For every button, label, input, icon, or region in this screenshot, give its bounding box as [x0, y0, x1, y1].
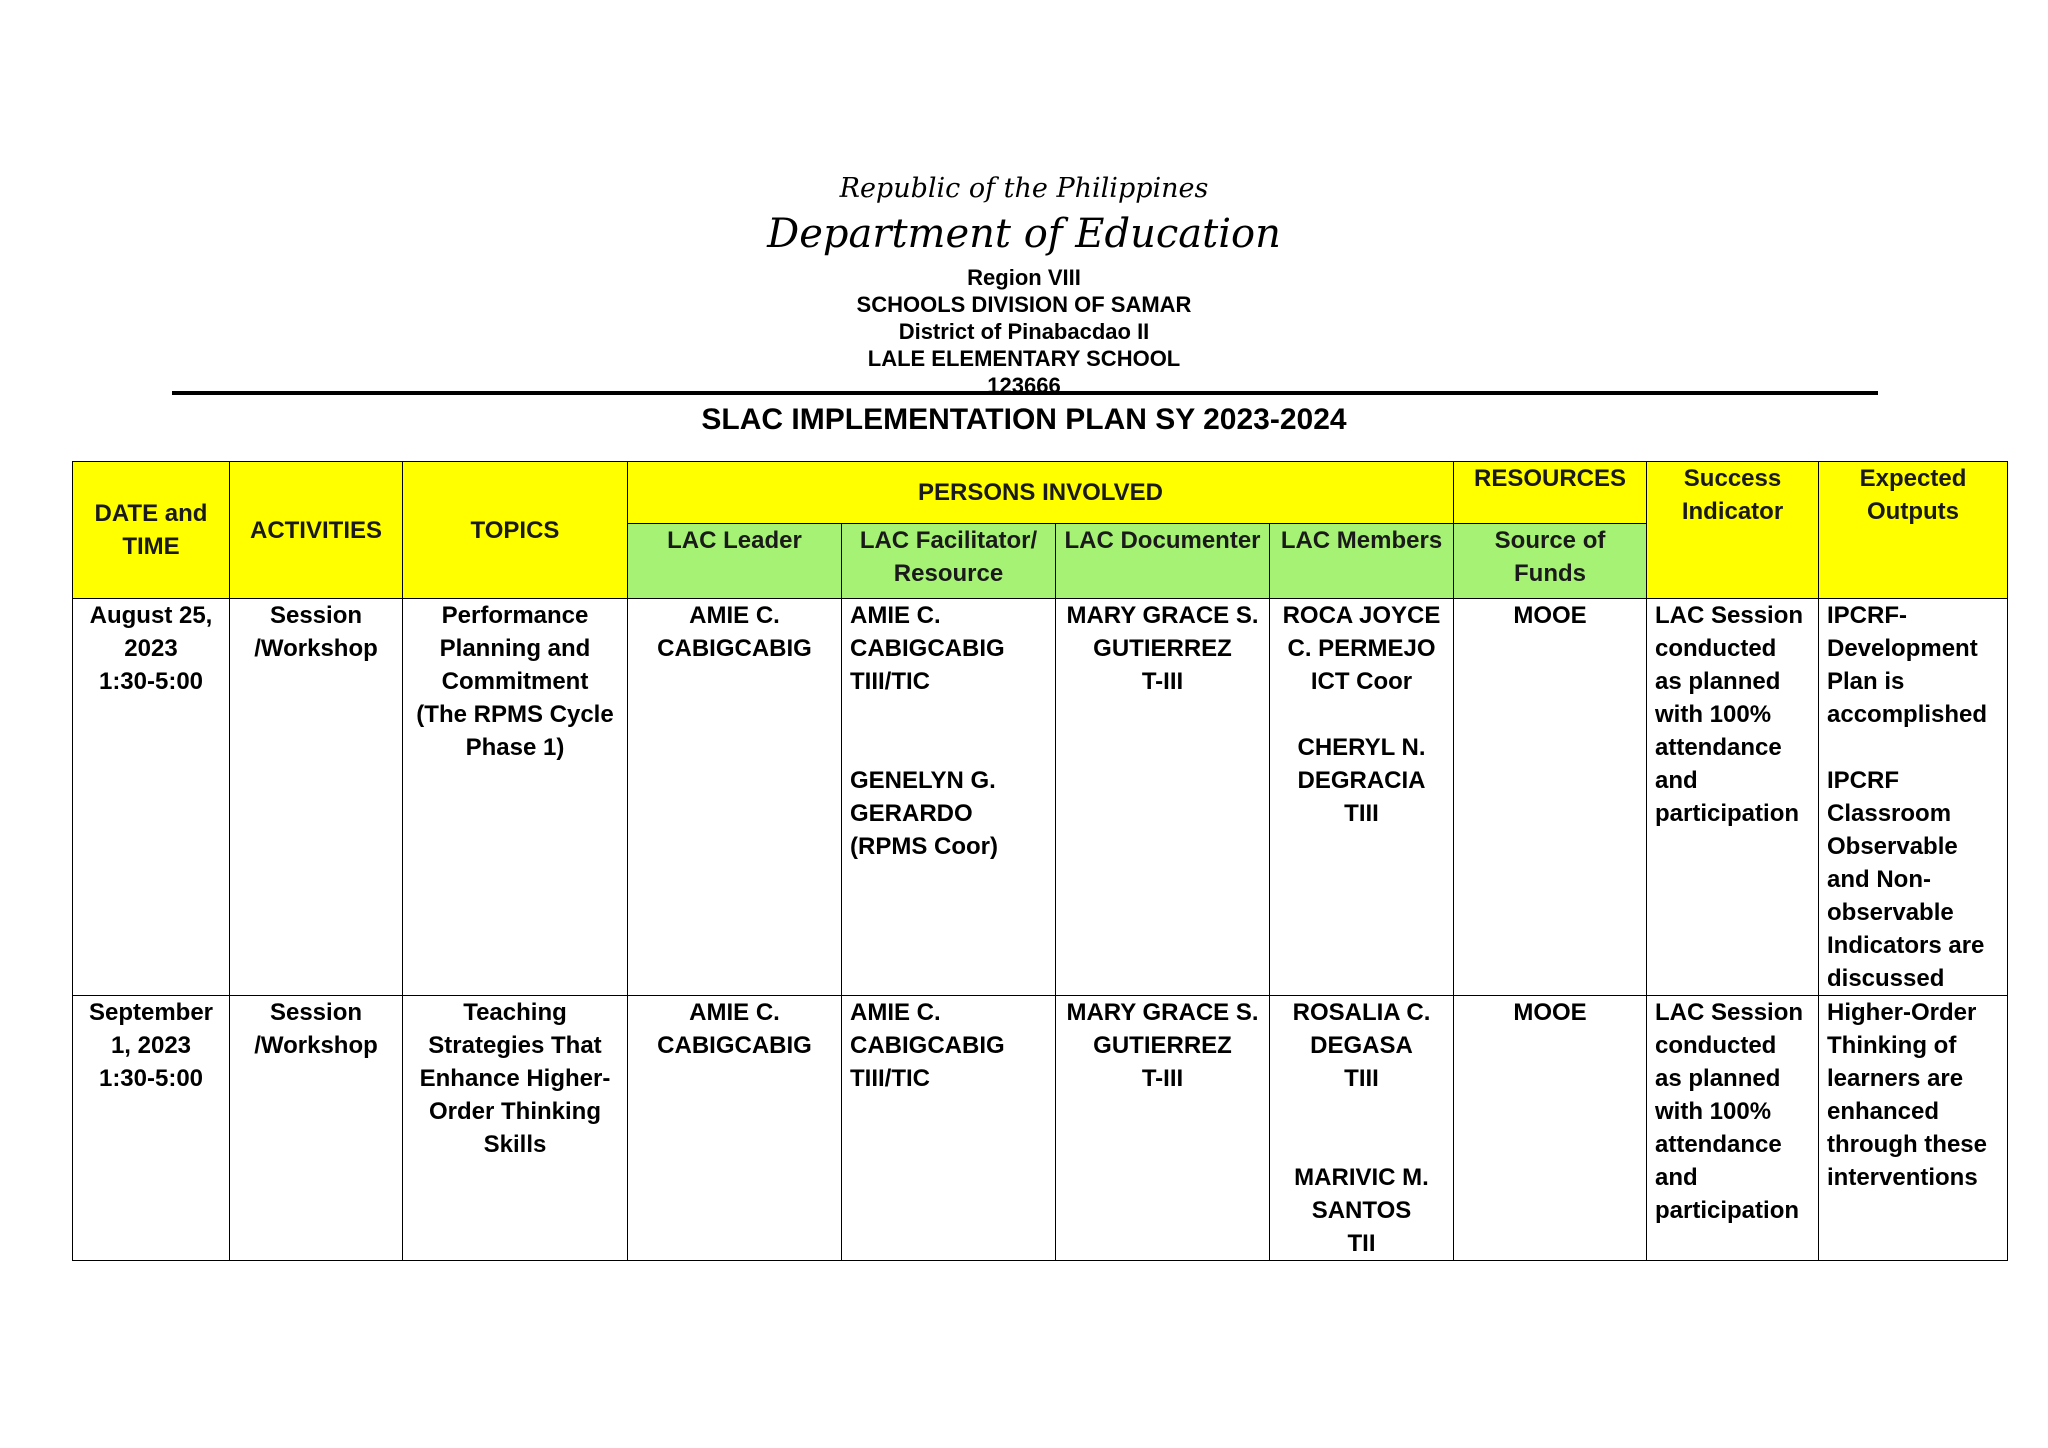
text-line: enhanced	[1827, 1098, 1940, 1125]
cell-expected-outputs	[1819, 599, 2008, 996]
text-line: Performance	[441, 602, 589, 629]
district-line: District of Pinabacdao II	[898, 319, 1150, 344]
text-line: and	[1655, 1164, 1698, 1191]
text-line: (The RPMS Cycle	[416, 701, 614, 728]
table-row	[73, 996, 2008, 1261]
letterhead-divider	[172, 391, 1878, 395]
text-line: TIII	[1344, 1065, 1379, 1092]
text-line: with 100%	[1655, 1098, 1772, 1125]
letterhead	[0, 170, 2048, 399]
text-line: GERARDO	[850, 800, 973, 827]
text-line: GUTIERREZ	[1093, 635, 1232, 662]
text-line: discussed	[1827, 965, 1945, 992]
text-line: MOOE	[1513, 999, 1587, 1026]
text-line: August 25,	[89, 602, 213, 629]
text-line: observable	[1827, 899, 1954, 926]
cell-activity	[230, 599, 403, 996]
text-line: T-III	[1141, 1065, 1184, 1092]
text-line: AMIE C.	[850, 999, 941, 1026]
text-line: LAC Session	[1655, 999, 1804, 1026]
text-line: TIII/TIC	[850, 1065, 930, 1092]
text-line: MOOE	[1513, 602, 1587, 629]
spacer	[1278, 698, 1445, 731]
header-lac-facilitator: LAC Facilitator/ Resource	[842, 524, 1056, 599]
text-line: TII	[1347, 1230, 1376, 1257]
text-line: attendance	[1655, 1131, 1782, 1158]
spacer	[1827, 731, 1999, 764]
text-line: CABIGCABIG	[850, 635, 1005, 662]
header-lac-members: LAC Members	[1270, 524, 1454, 599]
text-line: conducted	[1655, 635, 1777, 662]
text-line: T-III	[1141, 668, 1184, 695]
text-line: September	[88, 999, 214, 1026]
text-line: 2023	[124, 635, 178, 662]
cell-topic	[403, 996, 628, 1261]
text-line: CABIGCABIG	[657, 1032, 812, 1059]
text-line: 1, 2023	[110, 1032, 192, 1059]
header-lac-documenter: LAC Documenter	[1056, 524, 1270, 599]
text-line: attendance	[1655, 734, 1782, 761]
text-line: IPCRF-	[1827, 602, 1907, 629]
text-line: GENELYN G.	[850, 767, 996, 794]
text-line: Plan is	[1827, 668, 1905, 695]
text-line: CABIGCABIG	[850, 1032, 1005, 1059]
cell-expected-outputs	[1819, 996, 2008, 1261]
text-line: ROCA JOYCE	[1282, 602, 1441, 629]
cell-date-time	[73, 996, 230, 1261]
implementation-plan-table	[72, 461, 2008, 1261]
cell-lac-facilitator	[842, 599, 1056, 996]
text-line: Phase 1)	[465, 734, 565, 761]
text-line: MARY GRACE S.	[1066, 602, 1259, 629]
text-line: CHERYL N.	[1297, 734, 1426, 761]
text-line: participation	[1655, 800, 1800, 827]
header-expected-outputs: Expected Outputs	[1819, 462, 2008, 599]
cell-lac-documenter	[1056, 996, 1270, 1261]
text-line: Indicators are	[1827, 932, 1985, 959]
text-line: participation	[1655, 1197, 1800, 1224]
cell-lac-documenter	[1056, 599, 1270, 996]
header-lac-leader: LAC Leader	[628, 524, 842, 599]
text-line: Session	[269, 602, 363, 629]
header-date-time: DATE and TIME	[73, 462, 230, 599]
cell-lac-facilitator	[842, 996, 1056, 1261]
text-line: Commitment	[441, 668, 589, 695]
text-line: as planned	[1655, 1065, 1781, 1092]
text-line: through these	[1827, 1131, 1987, 1158]
text-line: Development	[1827, 635, 1978, 662]
school-name: LALE ELEMENTARY SCHOOL	[867, 346, 1181, 371]
text-line: ROSALIA C.	[1292, 999, 1431, 1026]
text-line: AMIE C.	[850, 602, 941, 629]
table-row	[73, 599, 2008, 996]
cell-activity	[230, 996, 403, 1261]
cell-source-of-funds	[1454, 996, 1647, 1261]
text-line: 1:30-5:00	[98, 668, 204, 695]
text-line: Enhance Higher-	[419, 1065, 611, 1092]
text-line: MARY GRACE S.	[1066, 999, 1259, 1026]
text-line: IPCRF	[1827, 767, 1899, 794]
text-line: as planned	[1655, 668, 1781, 695]
header-persons-involved: PERSONS INVOLVED	[628, 462, 1454, 524]
text-line: Session	[269, 999, 363, 1026]
header-success-indicator: Success Indicator	[1647, 462, 1819, 599]
header-source-of-funds: Source of Funds	[1454, 524, 1647, 599]
text-line: Thinking of	[1827, 1032, 1957, 1059]
header-activities: ACTIVITIES	[230, 462, 403, 599]
spacer	[850, 698, 1047, 764]
text-line: and	[1655, 767, 1698, 794]
text-line: Observable	[1827, 833, 1958, 860]
header-topics: TOPICS	[403, 462, 628, 599]
text-line: AMIE C.	[689, 602, 780, 629]
school-id: 123666	[987, 373, 1061, 398]
text-line: TIII/TIC	[850, 668, 930, 695]
cell-success-indicator	[1647, 599, 1819, 996]
text-line: AMIE C.	[689, 999, 780, 1026]
text-line: TIII	[1344, 800, 1379, 827]
text-line: DEGRACIA	[1297, 767, 1426, 794]
text-line: /Workshop	[254, 1032, 378, 1059]
cell-lac-members	[1270, 996, 1454, 1261]
text-line: (RPMS Coor)	[850, 833, 998, 860]
text-line: and Non-	[1827, 866, 1931, 893]
text-line: interventions	[1827, 1164, 1978, 1191]
text-line: /Workshop	[254, 635, 378, 662]
header-row-top	[73, 462, 2008, 524]
text-line: Classroom	[1827, 800, 1952, 827]
region-line: Region VIII	[967, 265, 1081, 290]
cell-lac-members	[1270, 599, 1454, 996]
text-line: Skills	[483, 1131, 547, 1158]
text-line: learners are	[1827, 1065, 1964, 1092]
text-line: Order Thinking	[428, 1098, 601, 1125]
department-name: Department of Education	[767, 211, 1281, 257]
text-line: LAC Session	[1655, 602, 1804, 629]
cell-lac-leader	[628, 599, 842, 996]
text-line: accomplished	[1827, 701, 1988, 728]
text-line: Strategies That	[428, 1032, 602, 1059]
spacer	[1278, 1095, 1445, 1161]
republic-line: Republic of the Philippines	[839, 173, 1209, 204]
cell-topic	[403, 599, 628, 996]
text-line: ICT Coor	[1310, 668, 1413, 695]
text-line: SANTOS	[1311, 1197, 1412, 1224]
header-resources: RESOURCES	[1454, 462, 1647, 524]
cell-source-of-funds	[1454, 599, 1647, 996]
text-line: 1:30-5:00	[98, 1065, 204, 1092]
text-line: CABIGCABIG	[657, 635, 812, 662]
text-line: DEGASA	[1310, 1032, 1413, 1059]
text-line: Teaching	[463, 999, 567, 1026]
document-title: SLAC IMPLEMENTATION PLAN SY 2023-2024	[701, 403, 1347, 436]
text-line: with 100%	[1655, 701, 1772, 728]
cell-lac-leader	[628, 996, 842, 1261]
cell-date-time	[73, 599, 230, 996]
text-line: MARIVIC M.	[1294, 1164, 1429, 1191]
text-line: conducted	[1655, 1032, 1777, 1059]
text-line: Planning and	[439, 635, 591, 662]
text-line: Higher-Order	[1827, 999, 1977, 1026]
text-line: C. PERMEJO	[1287, 635, 1436, 662]
text-line: GUTIERREZ	[1093, 1032, 1232, 1059]
division-line: SCHOOLS DIVISION OF SAMAR	[856, 292, 1192, 317]
cell-success-indicator	[1647, 996, 1819, 1261]
